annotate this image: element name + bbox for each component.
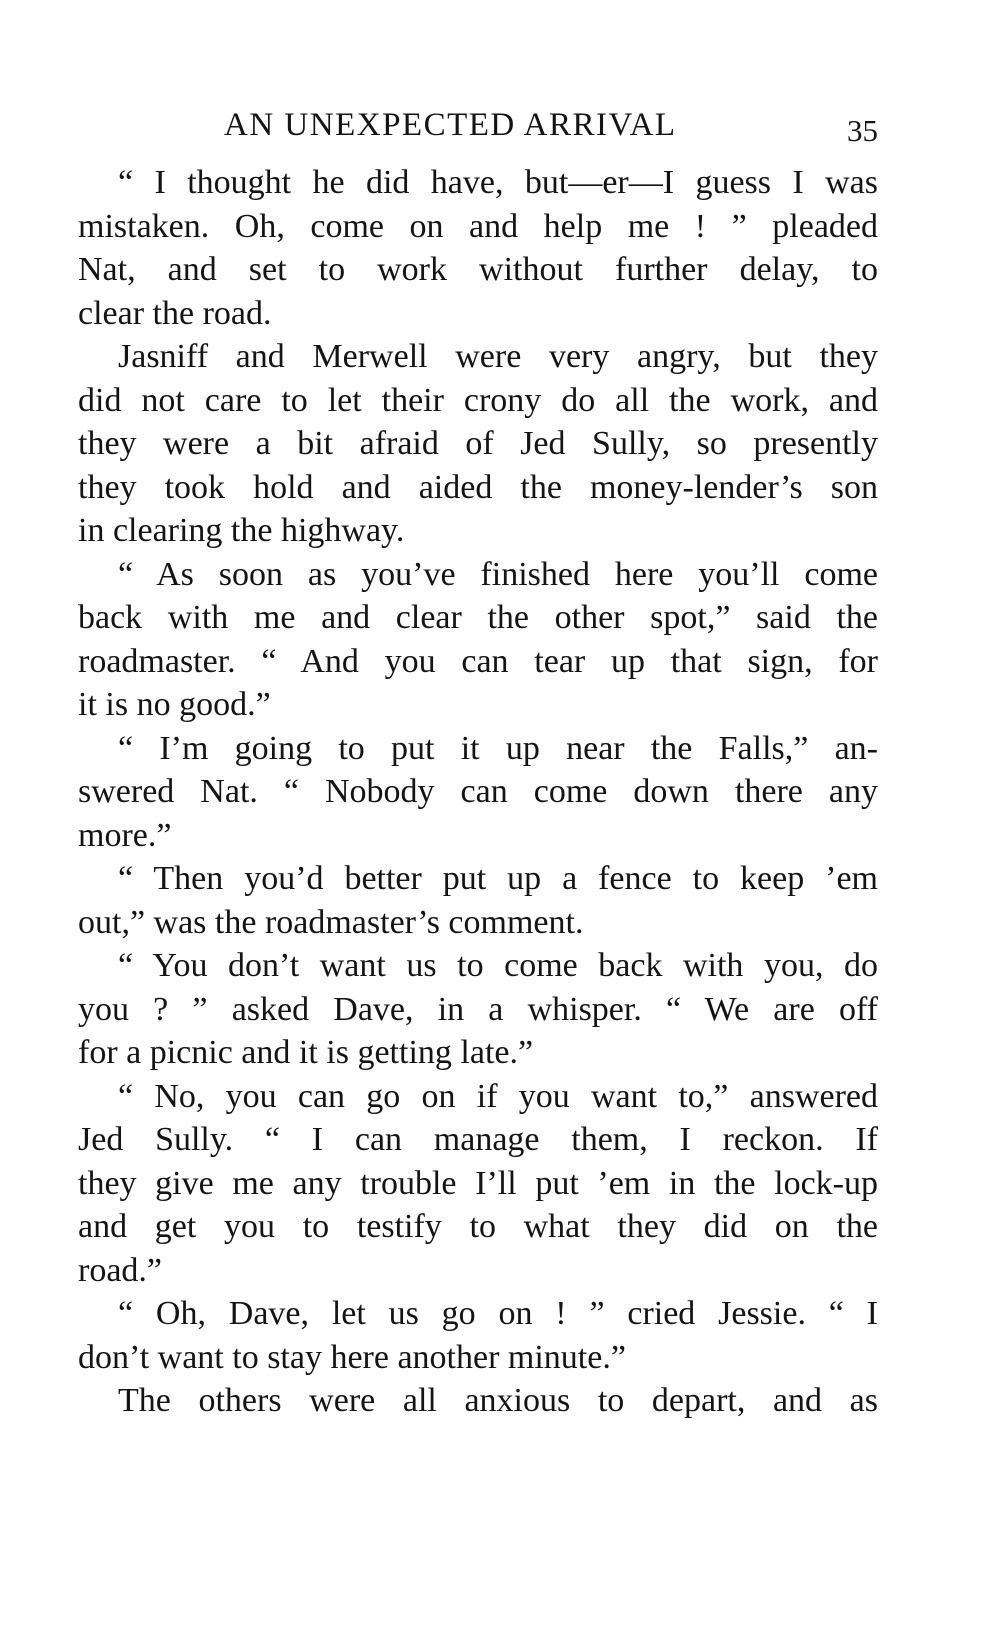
running-head: [78, 102, 878, 148]
text-line: they took hold and aided the money-lender’s son: [78, 468, 878, 506]
page-number: 35: [847, 113, 878, 148]
text-line: Jasniff and Merwell were very angry, but they: [118, 338, 878, 375]
text-line: back with me and clear the other spot,” said the: [78, 599, 878, 636]
text-line: for a picnic and it is getting late.”: [78, 1034, 534, 1071]
text-line: did not care to let their crony do all the work, and: [78, 381, 878, 419]
text-line: mistaken. Oh, come on and help me ! ” pleaded: [78, 207, 878, 245]
text-line: road.”: [78, 1251, 163, 1289]
text-line: “ You don’t want us to come back with you, do: [118, 947, 878, 984]
text-line: “ As soon as you’ve finished here you’ll come: [118, 555, 878, 593]
text-line: more.”: [78, 816, 172, 854]
text-line: swered Nat. “ Nobody can come down there any: [78, 773, 878, 810]
text-line: in clearing the highway.: [78, 512, 405, 549]
text-line: Jed Sully. “ I can manage them, I reckon. If: [78, 1121, 878, 1158]
text-line: roadmaster. “ And you can tear up that sign, for: [78, 642, 878, 680]
text-line: “ I thought he did have, but—er—I guess I was: [118, 164, 878, 201]
text-line: clear the road.: [78, 294, 272, 332]
text-line: out,” was the roadmaster’s comment.: [78, 903, 584, 941]
text-line: don’t want to stay here another minute.”: [78, 1338, 626, 1376]
text-line: The others were all anxious to depart, and as: [118, 1382, 878, 1419]
running-title: AN UNEXPECTED ARRIVAL: [224, 107, 677, 143]
text-line: “ Oh, Dave, let us go on ! ” cried Jessie. “ I: [118, 1295, 878, 1332]
text-line: “ Then you’d better put up a fence to keep ’em: [118, 860, 878, 897]
text-line: they give me any trouble I’ll put ’em in the lock-up: [78, 1164, 878, 1202]
body-text: [78, 161, 878, 1423]
text-line: you ? ” asked Dave, in a whisper. “ We are off: [78, 990, 878, 1028]
text-line: Nat, and set to work without further delay, to: [78, 251, 878, 288]
text-line: and get you to testify to what they did on the: [78, 1208, 878, 1245]
text-line: it is no good.”: [78, 686, 271, 723]
text-line: “ I’m going to put it up near the Falls,” an-: [118, 729, 878, 767]
text-line: “ No, you can go on if you want to,” answered: [118, 1077, 878, 1115]
text-line: they were a bit afraid of Jed Sully, so presently: [78, 425, 878, 462]
